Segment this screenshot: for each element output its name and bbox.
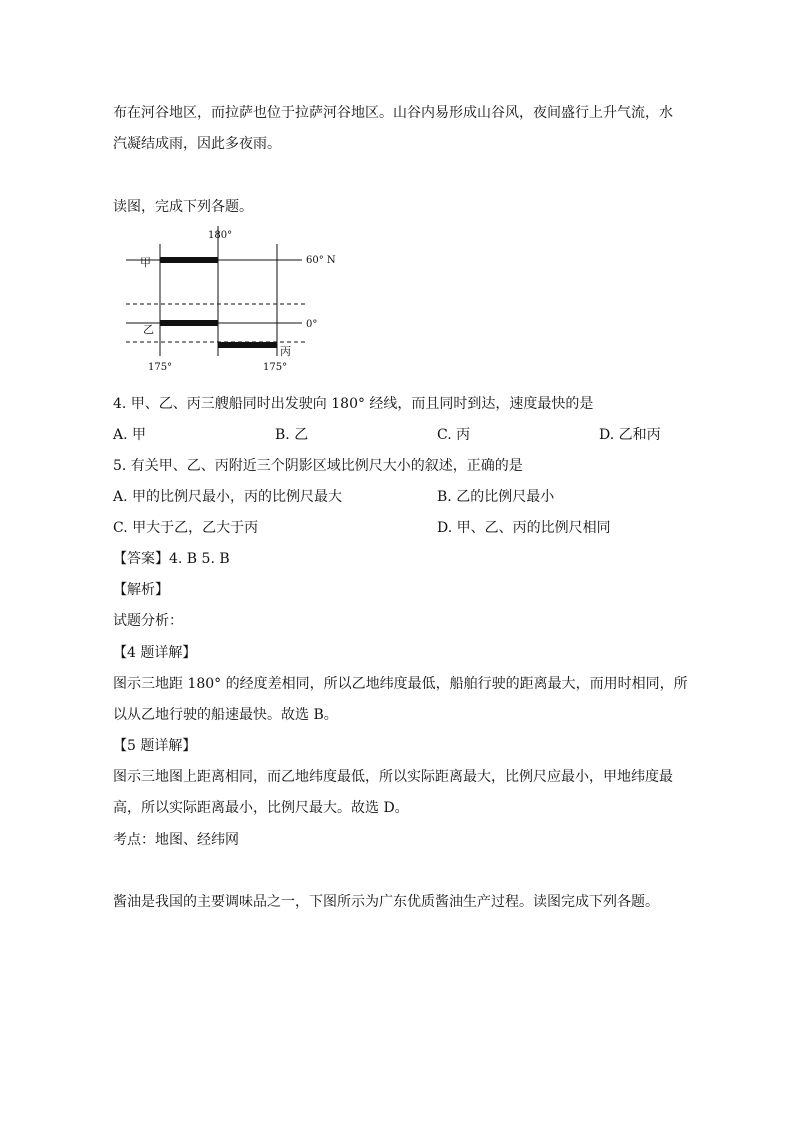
label-yi: 乙 — [143, 323, 154, 336]
question-5-stem: 5. 有关甲、乙、丙附近三个阴影区域比例尺大小的叙述，正确的是 — [113, 458, 523, 474]
detail-4-line-2: 以从乙地行驶的船速最快。故选 B。 — [113, 707, 338, 723]
read-figure-prompt: 读图，完成下列各题。 — [113, 199, 253, 215]
question-5-option-b[interactable]: B. 乙的比例尺最小 — [437, 489, 555, 505]
topic-line: 考点：地图、经纬网 — [113, 832, 239, 848]
detail-4-heading: 【4 题详解】 — [113, 645, 197, 661]
question-5-option-d[interactable]: D. 甲、乙、丙的比例尺相同 — [437, 520, 611, 536]
question-5-option-a[interactable]: A. 甲的比例尺最小，丙的比例尺最大 — [113, 489, 343, 505]
next-question-intro: 酱油是我国的主要调味品之一，下图所示为广东优质酱油生产过程。读图完成下列各题。 — [113, 894, 659, 910]
label-180: 180° — [208, 230, 233, 241]
intro-line-1: 布在河谷地区，而拉萨也位于拉萨河谷地区。山谷内易形成山谷风，夜间盛行上升气流，水 — [113, 105, 673, 121]
segment-yi — [160, 320, 218, 326]
label-bing: 丙 — [280, 345, 291, 358]
detail-5-heading: 【5 题详解】 — [113, 738, 197, 754]
label-jia: 甲 — [140, 256, 151, 269]
detail-5-line-1: 图示三地图上距离相同，而乙地纬度最低，所以实际距离最大，比例尺应最小，甲地纬度最 — [113, 769, 673, 785]
question-4-option-c[interactable]: C. 丙 — [437, 427, 471, 443]
intro-line-2: 汽凝结成雨，因此多夜雨。 — [113, 136, 281, 152]
question-4-option-a[interactable]: A. 甲 — [113, 427, 147, 443]
label-175-right: 175° — [263, 362, 288, 373]
detail-5-line-2: 高，所以实际距离最小，比例尺最大。故选 D。 — [113, 800, 409, 816]
label-175-left: 175° — [148, 362, 173, 373]
label-60n: 60° N — [306, 255, 336, 266]
question-5-option-c[interactable]: C. 甲大于乙，乙大于丙 — [113, 520, 259, 536]
answer-line: 【答案】4. B 5. B — [113, 551, 230, 567]
segment-jia — [160, 257, 218, 263]
detail-4-line-1: 图示三地距 180° 的经度差相同，所以乙地纬度最低，船舶行驶的距离最大，而用时相同，所 — [113, 676, 688, 692]
question-4-stem: 4. 甲、乙、丙三艘船同时出发驶向 180° 经线，而且同时到达，速度最快的是 — [113, 396, 594, 412]
segment-bing — [218, 342, 277, 348]
question-4-option-d[interactable]: D. 乙和丙 — [599, 427, 661, 443]
question-4-option-b[interactable]: B. 乙 — [275, 427, 309, 443]
analysis-heading: 【解析】 — [113, 582, 169, 598]
latitude-longitude-figure — [120, 226, 360, 376]
label-0: 0° — [306, 319, 318, 330]
analysis-intro: 试题分析： — [113, 613, 183, 629]
